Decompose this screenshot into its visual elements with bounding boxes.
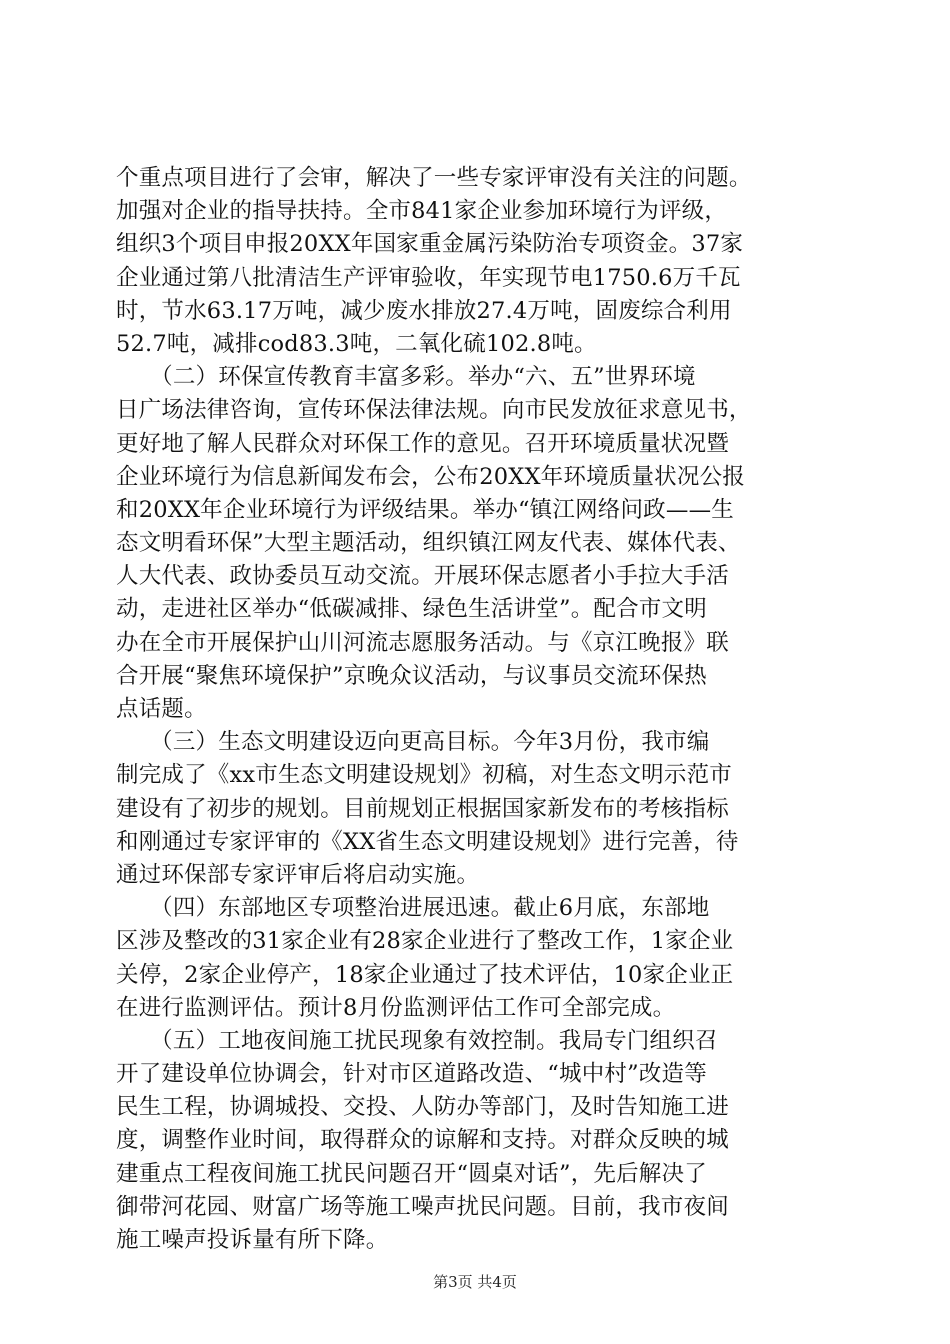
text-line: 御带河花园、财富广场等施工噪声扰民问题。目前，我市夜间 [116,1193,729,1220]
text-line: 52.7吨，减排cod83.3吨，二氧化硫102.8吨。 [116,330,597,357]
text-line: 加强对企业的指导扶持。全市841家企业参加环境行为评级， [116,198,728,225]
text-line: 动，走进社区举办“低碳减排、绿色生活讲堂”。配合市文明 [116,596,707,623]
text-line: 在进行监测评估。预计8月份监测评估工作可全部完成。 [116,994,676,1021]
text-line: （四）东部地区专项整治进展迅速。截止6月底，东部地 [116,895,710,922]
text-line: 开了建设单位协调会，针对市区道路改造、“城中村”改造等 [116,1061,707,1088]
text-line: 区涉及整改的31家企业有28家企业进行了整改工作，1家企业 [116,928,734,955]
text-line: 施工噪声投诉量有所下降。 [116,1227,389,1253]
text-line: 人大代表、政协委员互动交流。开展环保志愿者小手拉大手活 [116,563,729,590]
text-line: 建设有了初步的规划。目前规划正根据国家新发布的考核指标 [116,795,729,822]
text-line: 态文明看环保”大型主题活动，组织镇江网友代表、媒体代表、 [116,530,741,557]
text-line: 企业环境行为信息新闻发布会，公布20XX年环境质量状况公报 [116,463,745,490]
text-line: 办在全市开展保护山川河流志愿服务活动。与《京江晚报》联 [116,629,729,656]
text-line: 时，节水63.17万吨，减少废水排放27.4万吨，固废综合利用 [116,297,732,324]
text-line: 点话题。 [116,696,207,722]
text-line: 和20XX年企业环境行为评级结果。举办“镇江网络问政——生 [116,496,734,523]
text-line: 通过环保部专家评审后将启动实施。 [116,861,480,888]
text-line: 度，调整作业时间，取得群众的谅解和支持。对群众反映的城 [116,1127,729,1154]
text-line: 企业通过第八批清洁生产评审验收，年实现节电1750.6万千瓦 [116,264,741,291]
text-line: 更好地了解人民群众对环保工作的意见。召开环境质量状况暨 [116,430,729,457]
text-line: 建重点工程夜间施工扰民问题召开“圆桌对话”，先后解决了 [116,1160,707,1187]
body-text [116,162,836,1257]
text-line: 和刚通过专家评审的《XX省生态文明建设规划》进行完善，待 [116,828,739,855]
text-line: 制完成了《xx市生态文明建设规划》初稿，对生态文明示范市 [116,762,732,789]
text-line: 日广场法律咨询，宣传环保法律法规。向市民发放征求意见书， [116,397,752,424]
text-line: 合开展“聚焦环境保护”京晚众议活动，与议事员交流环保热 [116,662,707,689]
text-line: 民生工程，协调城投、交投、人防办等部门，及时告知施工进 [116,1094,729,1121]
page-footer: 第3页 共4页 [433,1273,517,1291]
text-line: 关停，2家企业停产，18家企业通过了技术评估，10家企业正 [116,961,734,988]
text-line: 组织3个项目申报20XX年国家重金属污染防治专项资金。37家 [116,231,744,258]
text-line: （五）工地夜间施工扰民现象有效控制。我局专门组织召 [116,1027,718,1054]
text-line: （三）生态文明建设迈向更高目标。今年3月份，我市编 [116,729,710,756]
text-line: 个重点项目进行了会审，解决了一些专家评审没有关注的问题。 [116,165,752,191]
text-line: （二）环保宣传教育丰富多彩。举办“六、五”世界环境 [116,364,696,391]
